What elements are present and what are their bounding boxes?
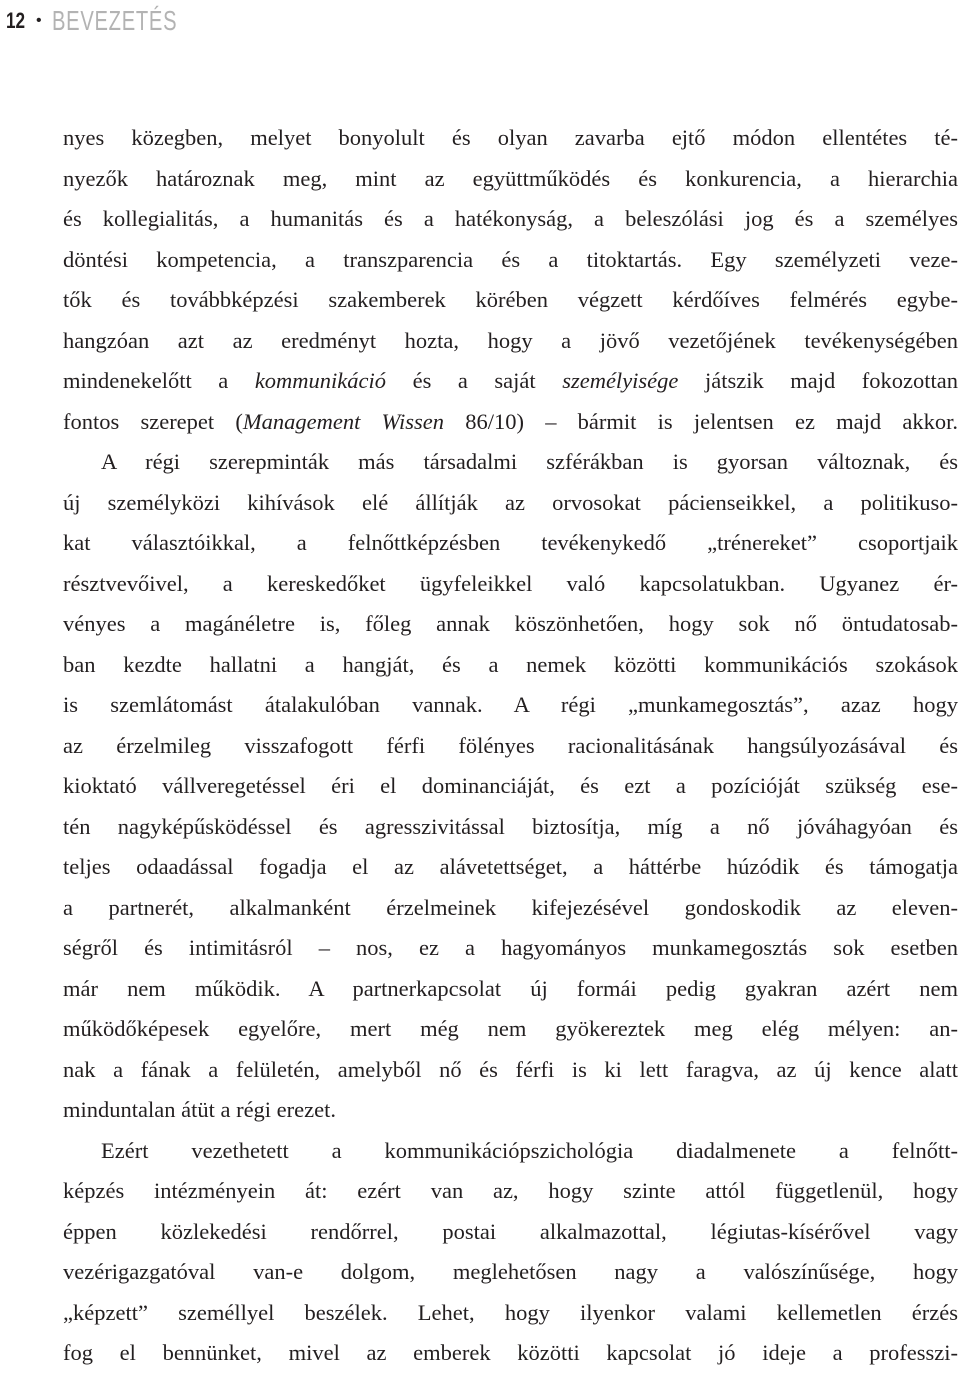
text-line: ban kezdte hallatni a hangját, és a nemek közötti kommunikációs szokások [63,651,958,677]
text-line: képzés intézményein át: ezért van az, hogy szinte attól függetlenül, hogy [63,1178,958,1203]
text-line: minduntalan átüt a régi erezet. [63,1097,336,1122]
text-line: döntési kompetencia, a transzparencia és a titoktartás. Egy személyzeti veze- [63,246,958,272]
emphasis-term: személyisége [562,368,679,393]
text-line: fontos szerepet (Management Wissen 86/10) – bármit is jelentsen ez majd akkor. [63,408,958,434]
text-line: nyezők határoznak meg, mint az együttműködés és konkurencia, a hierarchia [63,165,958,191]
running-head [6,4,226,38]
header-bullet: • [36,12,42,29]
text-line: működőképesek egyelőre, mert még nem gyökereztek meg elég mélyen: an- [63,1016,958,1041]
page-number: 12 [6,8,26,33]
text-line: kioktató vállveregetéssel éri el dominanciáját, és ezt a pozícióját szükség ese- [63,773,958,798]
paragraph-1 [63,118,958,442]
text-line: tén nagyképűsködéssel és agresszivitással biztosítja, míg a nő jóváhagyóan és [63,813,958,839]
emphasis-term: kommunikáció [254,368,387,393]
text-line: teljes odaadással fogadja el az alávetettséget, a háttérbe húzódik és támogatja [63,854,958,879]
text-line: vezérigazgatóval van-e dolgom, meglehetősen nagy a valószínűsége, hogy [63,1259,958,1284]
text-line: is szemlátomást átalakulóban vannak. A régi „munkamegosztás”, azaz hogy [63,692,958,717]
text-line: az érzelmileg visszafogott férfi fölényes racionalitásának hangsúlyozásával és [63,732,958,758]
text-line: nyes közegben, melyet bonyolult és olyan zavarba ejtő módon ellentétes té- [63,125,958,150]
text-line: új személyközi kihívások elé állítják az orvosokat pácienseikkel, a politikuso- [63,489,958,515]
text-line: ségről és intimitásról – nos, ez a hagyományos munkamegosztás sok esetben [63,935,958,960]
text-line: résztvevőivel, a kereskedőket ügyfeleikkel való kapcsolatukban. Ugyanez ér- [63,570,958,596]
text-line: kat választóikkal, a felnőttképzésben tevékenykedő „trénereket” csoportjaik [63,530,958,555]
text-line: fog el bennünket, mivel az emberek közötti kapcsolat jó ideje a professzi- [63,1340,958,1365]
text-line: éppen közlekedési rendőrrel, postai alkalmazottal, légiutas-kísérővel vagy [63,1218,958,1244]
section-title: BEVEZETÉS [51,5,177,36]
text-line: már nem működik. A partnerkapcsolat új formái pedig gyakran azért nem [63,975,958,1001]
text-line: és kollegialitás, a humanitás és a hatékonyság, a beleszólási jog és a személyes [63,206,958,231]
text-line: tők és továbbképzési szakemberek körében végzett kérdőíves felmérés egybe- [63,287,958,312]
text-line: mindenekelőtt a kommunikáció és a saját személyisége játszik majd fokozottan [63,368,958,393]
text-line: „képzett” személlyel beszélek. Lehet, hogy ilyenkor valami kellemetlen érzés [63,1299,958,1325]
body-text [63,118,958,1374]
text-line: Ezért vezethetett a kommunikációpszichológia diadalmenete a felnőtt- [101,1137,958,1163]
text-line: vényes a magánéletre is, főleg annak köszönhetően, hogy sok nő öntudatosab- [63,611,958,636]
text-line: A régi szerepminták más társadalmi szférákban is gyorsan változnak, és [101,449,958,474]
paragraph-3 [63,1131,958,1374]
text-line: hangzóan azt az eredményt hozta, hogy a jövő vezetőjének tevékenységében [63,327,958,353]
paragraph-2 [63,442,958,1131]
text-line: a partnerét, alkalmanként érzelmeinek kifejezésével gondoskodik az eleven- [63,894,958,920]
citation-title: Management Wissen [242,408,445,434]
text-line: nak a fának a felületén, amelyből nő és férfi is ki lett faragva, az új kence alatt [63,1056,958,1082]
